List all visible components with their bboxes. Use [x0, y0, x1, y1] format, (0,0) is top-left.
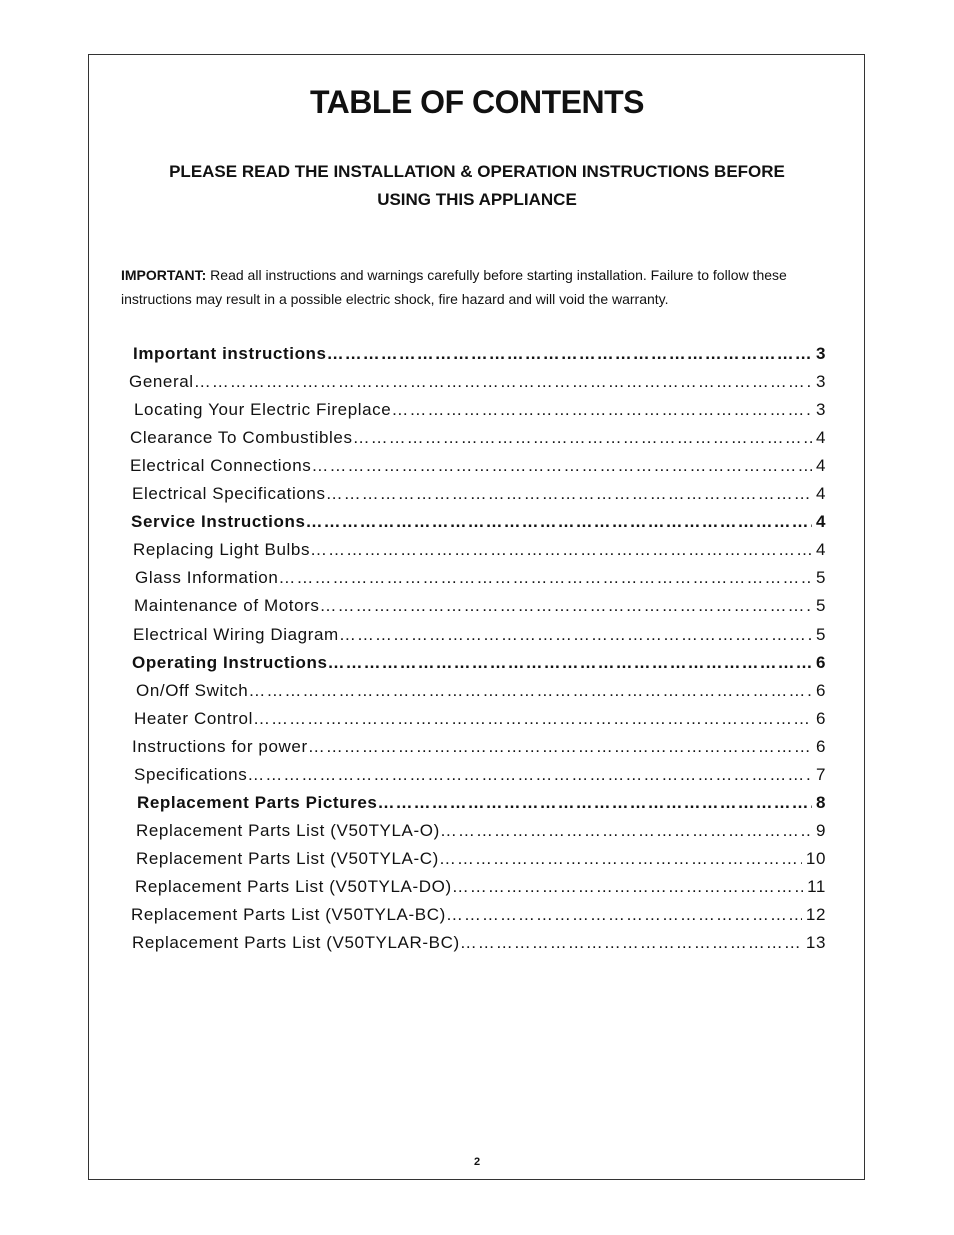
toc-entry-page: 4 — [815, 428, 826, 448]
toc-entry — [129, 372, 826, 396]
toc-entry-label: Electrical Specifications — [132, 484, 326, 504]
toc-leader-dots — [327, 344, 812, 364]
toc-entry-label: Replacing Light Bulbs — [133, 540, 311, 560]
toc-entry-page: 4 — [815, 540, 826, 560]
toc-entry-label: Service Instructions — [131, 512, 306, 532]
toc-entry-page: 5 — [815, 624, 826, 644]
toc-entry-page: 3 — [815, 344, 826, 363]
toc-entry — [134, 765, 826, 789]
toc-leader-dots — [460, 933, 802, 953]
toc-leader-dots — [339, 625, 812, 645]
toc-entry — [134, 709, 826, 733]
toc-leader-dots — [278, 568, 812, 588]
toc-leader-dots — [326, 484, 812, 504]
toc-leader-dots — [391, 400, 812, 420]
toc-entry-page: 8 — [815, 792, 826, 812]
toc-leader-dots — [247, 765, 812, 785]
toc-entry — [134, 596, 826, 620]
toc-leader-dots — [377, 793, 811, 813]
toc-leader-dots — [440, 821, 812, 841]
toc-entry-label: Instructions for power — [132, 736, 308, 756]
toc-leader-dots — [446, 905, 802, 925]
toc-entry — [135, 568, 826, 592]
toc-leader-dots — [248, 681, 812, 701]
toc-entry — [133, 344, 826, 368]
toc-leader-dots — [320, 596, 812, 616]
toc-entry-page: 11 — [807, 876, 826, 896]
toc-entry-page: 9 — [815, 820, 826, 840]
toc-entry — [131, 512, 826, 536]
toc-entry-page: 7 — [815, 764, 826, 784]
toc-leader-dots — [452, 877, 803, 897]
toc-entry-label: Locating Your Electric Fireplace — [134, 400, 392, 420]
important-label: IMPORTANT: — [121, 267, 207, 283]
toc-entry-page: 12 — [805, 905, 826, 924]
toc-leader-dots — [194, 372, 812, 392]
toc-entry-page: 6 — [815, 736, 826, 756]
toc-leader-dots — [311, 456, 812, 476]
toc-entry — [136, 821, 826, 845]
toc-leader-dots — [308, 737, 812, 757]
toc-leader-dots — [328, 653, 812, 673]
toc-entry-label: Clearance To Combustibles — [130, 428, 353, 448]
toc-leader-dots — [439, 849, 802, 869]
toc-entry — [133, 625, 826, 649]
page-number: 2 — [473, 1156, 481, 1168]
toc-entry — [132, 737, 826, 761]
important-text: Read all instructions and warnings carefully before starting installation. Failure to follow these instructions may result in a possible electric shock, fire hazard and will void the warranty. — [121, 267, 787, 307]
toc-entry-label: Heater Control — [134, 708, 253, 728]
toc-leader-dots — [353, 428, 812, 448]
toc-entry-label: General — [129, 372, 194, 392]
toc-entry-page: 4 — [815, 484, 826, 504]
toc-entry-label: Operating Instructions — [132, 652, 328, 672]
toc-entry-page: 6 — [815, 708, 826, 728]
toc-entry-page: 5 — [815, 596, 826, 616]
toc-entry — [130, 456, 826, 480]
toc-entry-label: Replacement Parts List (V50TYLA-DO) — [135, 876, 452, 896]
subtitle-line-1: PLEASE READ THE INSTALLATION & OPERATION INSTRUCTIONS BEFORE — [169, 162, 785, 181]
toc-entry-label: Replacement Parts List (V50TYLAR-BC) — [132, 933, 460, 953]
toc-entry-label: Important instructions — [133, 344, 327, 363]
toc-entry-label: Replacement Parts List (V50TYLA-C) — [136, 848, 439, 868]
toc-entry-label: Replacement Parts List (V50TYLA-BC) — [131, 905, 446, 924]
page-title: TABLE OF CONTENTS — [310, 84, 644, 120]
toc-leader-dots — [306, 512, 812, 532]
toc-entry-page: 10 — [805, 848, 826, 868]
toc-entry-page: 6 — [815, 652, 826, 672]
toc-entry-page: 3 — [815, 400, 826, 420]
toc-entry-label: Replacement Parts Pictures — [137, 792, 378, 812]
toc-entry-page: 5 — [815, 568, 826, 588]
toc-entry — [132, 653, 826, 677]
toc-entry-page: 4 — [815, 456, 826, 476]
toc-entry-label: Electrical Connections — [130, 456, 312, 476]
toc-entry — [133, 540, 826, 564]
toc-entry-page: 3 — [815, 372, 826, 392]
subtitle-line-2: USING THIS APPLIANCE — [377, 190, 577, 209]
toc-entry — [135, 877, 826, 901]
subtitle — [100, 158, 854, 214]
toc-entry-label: Electrical Wiring Diagram — [133, 624, 339, 644]
toc-leader-dots — [253, 709, 812, 729]
toc-entry-page: 4 — [815, 512, 826, 532]
toc-entry — [136, 681, 826, 705]
important-notice — [121, 263, 861, 311]
toc-entry-label: Maintenance of Motors — [134, 596, 320, 616]
toc-leader-dots — [310, 540, 812, 560]
toc-entry — [132, 933, 826, 957]
toc-entry-page: 13 — [805, 933, 826, 953]
toc-entry — [132, 484, 826, 508]
toc-entry — [137, 793, 826, 817]
toc-entry — [131, 905, 826, 929]
toc-entry-label: Glass Information — [135, 568, 279, 588]
toc-entry — [130, 428, 826, 452]
toc-entry — [136, 849, 826, 873]
toc-entry-page: 6 — [815, 680, 826, 700]
toc-entry-label: On/Off Switch — [136, 680, 249, 700]
toc-entry — [134, 400, 826, 424]
toc-entry-label: Specifications — [134, 764, 248, 784]
toc-entry-label: Replacement Parts List (V50TYLA-O) — [136, 820, 440, 840]
